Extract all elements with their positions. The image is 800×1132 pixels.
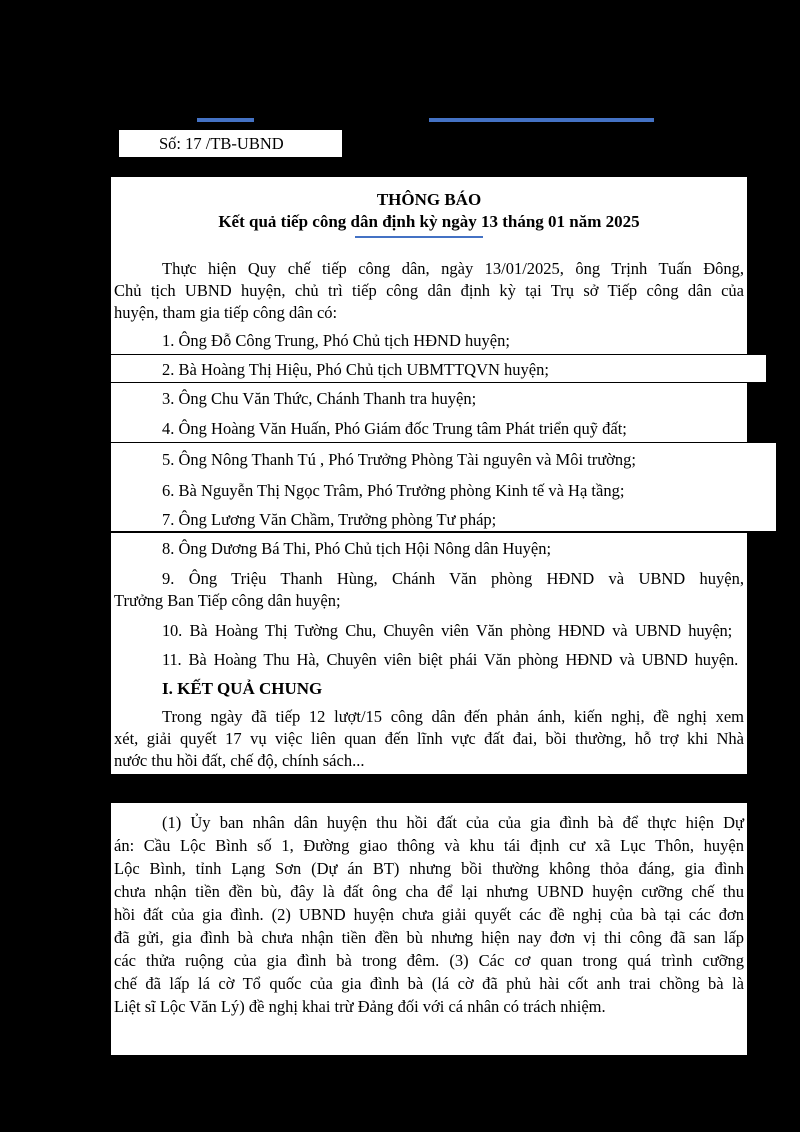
case-line-6: đã gửi, gia đình bà chưa nhận tiền đền bù nhưng hiện nay đơn vị thi công đã san lấp [114, 928, 744, 947]
intro-line-1: Thực hiện Quy chế tiếp công dân, ngày 13/01/2025, ông Trịnh Tuấn Đông, [162, 259, 744, 278]
intro-line-3: huyện, tham gia tiếp công dân có: [114, 303, 338, 322]
participant-2: 2. Bà Hoàng Thị Hiệu, Phó Chủ tịch UBMTTQVN huyện; [162, 360, 549, 379]
section-line-2: xét, giải quyết 17 vụ việc liên quan đến lĩnh vực đất đai, bồi thường, hỗ trợ khi Nhà [114, 729, 744, 748]
case-line-8: chế đã lấp lá cờ Tổ quốc của gia đình bà (lá cờ đã phủ hài cốt anh trai chồng bà là [114, 974, 744, 993]
header-rule-right [429, 118, 654, 122]
participant-3: 3. Ông Chu Văn Thức, Chánh Thanh tra huyện; [162, 389, 477, 408]
section-line-3: nước thu hồi đất, chế độ, chính sách... [114, 751, 365, 770]
section-heading: I. KẾT QUẢ CHUNG [162, 679, 323, 698]
participant-6: 6. Bà Nguyễn Thị Ngọc Trâm, Phó Trưởng phòng Kinh tế và Hạ tầng; [162, 481, 625, 500]
participant-10: 10. Bà Hoàng Thị Tường Chu, Chuyên viên Văn phòng HĐND và UBND huyện; [162, 621, 732, 640]
document-number-box [119, 130, 342, 157]
notice-subtitle: Kết quả tiếp công dân định kỳ ngày 13 tháng 01 năm 2025 [218, 212, 640, 231]
intro-line-2: Chủ tịch UBND huyện, chủ trì tiếp công dân định kỳ tại Trụ sở Tiếp công dân của [114, 281, 744, 300]
case-line-4: chưa nhận tiền đền bù, đây là đất ông cha để lại nhưng UBND huyện cưỡng chế thu [114, 882, 744, 901]
participant-7: 7. Ông Lương Văn Chầm, Trưởng phòng Tư pháp; [162, 510, 497, 529]
case-line-9: Liệt sĩ Lộc Văn Lý) đề nghị khai trừ Đảng đối với cá nhân có trách nhiệm. [114, 997, 606, 1016]
participant-4: 4. Ông Hoàng Văn Huấn, Phó Giám đốc Trung tâm Phát triển quỹ đất; [162, 419, 627, 438]
participant-9-cont: Trưởng Ban Tiếp công dân huyện; [114, 591, 341, 610]
case-line-1: (1) Ủy ban nhân dân huyện thu hồi đất của của gia đình bà để thực hiện Dự [162, 813, 744, 832]
case-line-5: hồi đất của gia đình. (2) UBND huyện chưa giải quyết các đề nghị của bà tại các đơn [114, 905, 744, 924]
participant-11: 11. Bà Hoàng Thu Hà, Chuyên viên biệt phái Văn phòng HĐND và UBND huyện. [162, 650, 738, 669]
subtitle-underline [355, 236, 483, 238]
notice-title: THÔNG BÁO [376, 190, 482, 209]
header-rule-left [197, 118, 254, 122]
case-line-2: án: Cầu Lộc Bình số 1, Đường giao thông và khu tái định cư xã Lục Thôn, huyện [114, 836, 744, 855]
document-number: Số: 17 /TB-UBND [159, 134, 284, 153]
participant-8: 8. Ông Dương Bá Thi, Phó Chủ tịch Hội Nông dân Huyện; [162, 539, 552, 558]
case-line-7: các thửa ruộng của gia đình bà trong đêm. (3) Các cơ quan trong quá trình cưỡng [114, 951, 744, 970]
participant-9: 9. Ông Triệu Thanh Hùng, Chánh Văn phòng HĐND và UBND huyện, [162, 569, 744, 588]
section-line-1: Trong ngày đã tiếp 12 lượt/15 công dân đến phản ánh, kiến nghị, đề nghị xem [162, 707, 744, 726]
participant-1: 1. Ông Đỗ Công Trung, Phó Chủ tịch HĐND huyện; [162, 331, 510, 350]
case-line-3: Lộc Bình, tỉnh Lạng Sơn (Dự án BT) nhưng bồi thường không thỏa đáng, gia đình [114, 859, 744, 878]
participant-5: 5. Ông Nông Thanh Tú , Phó Trưởng Phòng Tài nguyên và Môi trường; [162, 450, 636, 469]
